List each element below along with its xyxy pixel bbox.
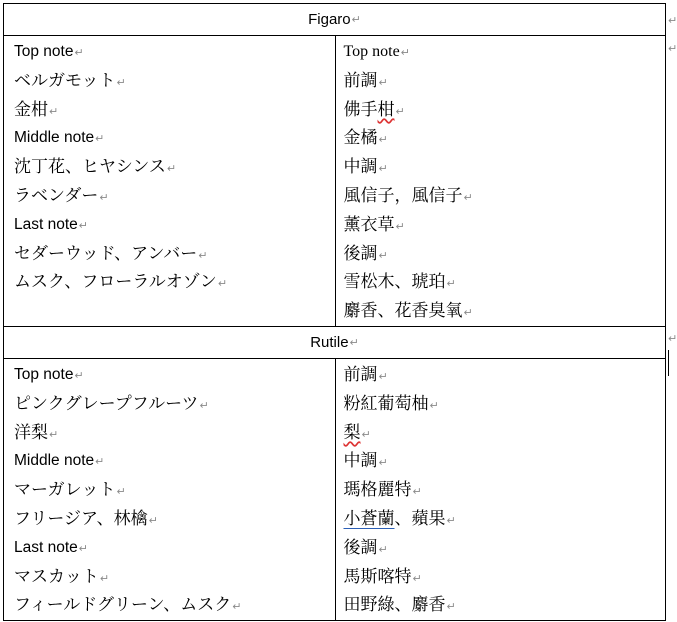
note-line[interactable] — [14, 390, 335, 419]
paragraph-mark-icon: ↵ — [412, 485, 422, 499]
note-text: Top note — [14, 43, 74, 60]
section-title[interactable]: Figaro — [308, 11, 351, 28]
note-line[interactable] — [14, 591, 335, 620]
note-line[interactable] — [14, 447, 335, 476]
paragraph-mark-icon: ↵ — [99, 190, 109, 204]
note-text: 金橘 — [343, 128, 378, 149]
note-line[interactable] — [14, 67, 335, 96]
note-line[interactable] — [14, 505, 335, 534]
paragraph-mark-icon: ↵ — [78, 542, 88, 555]
note-text: 沈丁花、ヒヤシンス — [14, 157, 166, 178]
note-text: Middle note — [14, 129, 95, 147]
note-line[interactable] — [14, 240, 335, 269]
paragraph-mark-icon: ↵ — [446, 600, 456, 614]
note-line[interactable] — [14, 361, 335, 390]
text-cursor — [668, 350, 669, 376]
row-end-mark-icon: ↵ — [668, 332, 677, 345]
note-text: セダーウッド、アンバー — [14, 243, 198, 264]
japanese-notes-column — [4, 36, 335, 326]
paragraph-mark-icon: ↵ — [232, 600, 242, 614]
note-text: 馬斯喀特 — [343, 566, 412, 587]
paragraph-mark-icon: ↵ — [116, 75, 126, 89]
fragrance-notes-table — [3, 3, 666, 621]
note-text: Middle note — [14, 452, 95, 470]
note-text: 瑪格麗特 — [343, 480, 412, 501]
paragraph-mark-icon: ↵ — [395, 219, 405, 233]
japanese-notes-column — [4, 359, 335, 620]
paragraph-mark-icon: ↵ — [378, 162, 388, 176]
note-text: 中調 — [343, 157, 378, 178]
paragraph-mark-icon: ↵ — [74, 47, 84, 59]
paragraph-mark-icon: ↵ — [361, 427, 371, 441]
paragraph-mark-icon: ↵ — [378, 369, 388, 383]
note-text: 佛手柑 — [343, 99, 395, 120]
note-line[interactable] — [344, 563, 666, 592]
note-line[interactable] — [14, 96, 335, 125]
note-line[interactable] — [344, 390, 666, 419]
paragraph-mark-icon: ↵ — [412, 571, 422, 585]
paragraph-mark-icon: ↵ — [349, 336, 359, 349]
note-text: ピンクグレープフルーツ — [14, 393, 199, 414]
note-text: ラベンダー — [14, 185, 99, 206]
note-text: 雪松木、琥珀 — [343, 272, 446, 293]
note-text: マスカット — [14, 566, 99, 587]
note-text: 後調 — [343, 537, 378, 558]
note-line[interactable] — [344, 96, 666, 125]
note-line[interactable] — [14, 38, 335, 67]
note-text: Top note — [343, 43, 400, 60]
note-line[interactable] — [344, 268, 666, 297]
paragraph-mark-icon: ↵ — [95, 133, 105, 146]
note-text: Top note — [14, 365, 74, 383]
note-line[interactable] — [344, 38, 666, 67]
note-text: 粉紅葡萄柚 — [343, 393, 429, 414]
section-body-figaro — [3, 36, 666, 327]
note-line[interactable] — [14, 534, 335, 563]
note-text: フリージア、林檎 — [14, 508, 148, 529]
paragraph-mark-icon: ↵ — [74, 369, 84, 382]
note-line[interactable] — [14, 476, 335, 505]
note-line[interactable] — [344, 182, 666, 211]
paragraph-mark-icon: ↵ — [217, 277, 228, 291]
spelling-mark: 柑 — [377, 99, 395, 120]
note-line[interactable] — [344, 211, 666, 240]
paragraph-mark-icon: ↵ — [463, 190, 473, 204]
note-text: 小蒼蘭、蘋果 — [343, 508, 446, 529]
note-line[interactable] — [344, 447, 666, 476]
note-text: 中調 — [343, 451, 378, 472]
section-header-rutile — [3, 327, 666, 359]
note-text: 前調 — [343, 70, 378, 91]
paragraph-mark-icon: ↵ — [446, 277, 456, 291]
note-text: ムスク、フローラルオゾン — [14, 272, 217, 293]
paragraph-mark-icon: ↵ — [378, 133, 388, 147]
note-line[interactable] — [14, 563, 335, 592]
chinese-notes-column — [335, 359, 666, 620]
paragraph-mark-icon: ↵ — [378, 456, 388, 470]
paragraph-mark-icon: ↵ — [49, 427, 59, 441]
note-text: 前調 — [343, 364, 378, 385]
note-text: 後調 — [343, 243, 378, 264]
note-line[interactable] — [344, 505, 666, 534]
note-text: 金柑 — [14, 99, 48, 120]
paragraph-mark-icon: ↵ — [116, 485, 126, 499]
note-line[interactable] — [14, 153, 335, 182]
note-text: 麝香、花香臭氧 — [343, 301, 463, 322]
note-line[interactable] — [344, 591, 666, 620]
paragraph-mark-icon: ↵ — [378, 75, 388, 89]
paragraph-mark-icon: ↵ — [400, 47, 410, 59]
note-line[interactable] — [14, 419, 335, 448]
note-line[interactable] — [344, 67, 666, 96]
chinese-notes-column — [335, 36, 666, 326]
note-line[interactable] — [344, 534, 666, 563]
note-text: ベルガモット — [14, 70, 116, 91]
note-text: 風信子，風信子 — [343, 185, 463, 206]
paragraph-mark-icon: ↵ — [166, 162, 177, 176]
paragraph-mark-icon: ↵ — [429, 398, 439, 412]
note-text: 田野綠、麝香 — [343, 595, 446, 616]
note-text: 薰衣草 — [343, 214, 395, 235]
paragraph-mark-icon: ↵ — [49, 104, 59, 118]
row-end-mark-icon: ↵ — [668, 42, 677, 55]
note-text: Last note — [14, 538, 78, 556]
paragraph-mark-icon: ↵ — [351, 14, 361, 26]
note-line[interactable] — [344, 297, 666, 326]
note-text: マーガレット — [14, 480, 116, 501]
paragraph-mark-icon: ↵ — [198, 248, 208, 262]
paragraph-mark-icon: ↵ — [199, 398, 209, 412]
note-text: 洋梨 — [14, 422, 48, 443]
note-line[interactable] — [344, 361, 666, 390]
note-line[interactable] — [14, 211, 335, 240]
note-text: 梨 — [343, 422, 361, 443]
note-line[interactable] — [344, 476, 666, 505]
note-line[interactable] — [14, 268, 335, 297]
note-text: フィールドグリーン、ムスク — [14, 595, 232, 616]
section-title[interactable]: Rutile — [310, 333, 349, 351]
note-line[interactable] — [344, 419, 666, 448]
section-header-figaro — [3, 4, 666, 36]
paragraph-mark-icon: ↵ — [378, 542, 388, 556]
note-line[interactable] — [14, 124, 335, 153]
section-body-rutile — [3, 359, 666, 621]
paragraph-mark-icon: ↵ — [95, 456, 105, 469]
paragraph-mark-icon: ↵ — [148, 513, 158, 527]
note-line[interactable] — [14, 182, 335, 211]
paragraph-mark-icon: ↵ — [463, 306, 473, 320]
note-line[interactable] — [344, 124, 666, 153]
paragraph-mark-icon: ↵ — [446, 513, 456, 527]
note-line[interactable] — [344, 240, 666, 269]
paragraph-mark-icon: ↵ — [395, 104, 405, 118]
hyperlink-text[interactable]: 小蒼蘭 — [343, 508, 395, 529]
paragraph-mark-icon: ↵ — [99, 571, 110, 585]
note-text: Last note — [14, 215, 78, 233]
paragraph-mark-icon: ↵ — [78, 219, 88, 232]
row-end-mark-icon: ↵ — [668, 14, 677, 27]
note-line[interactable] — [344, 153, 666, 182]
paragraph-mark-icon: ↵ — [378, 248, 388, 262]
